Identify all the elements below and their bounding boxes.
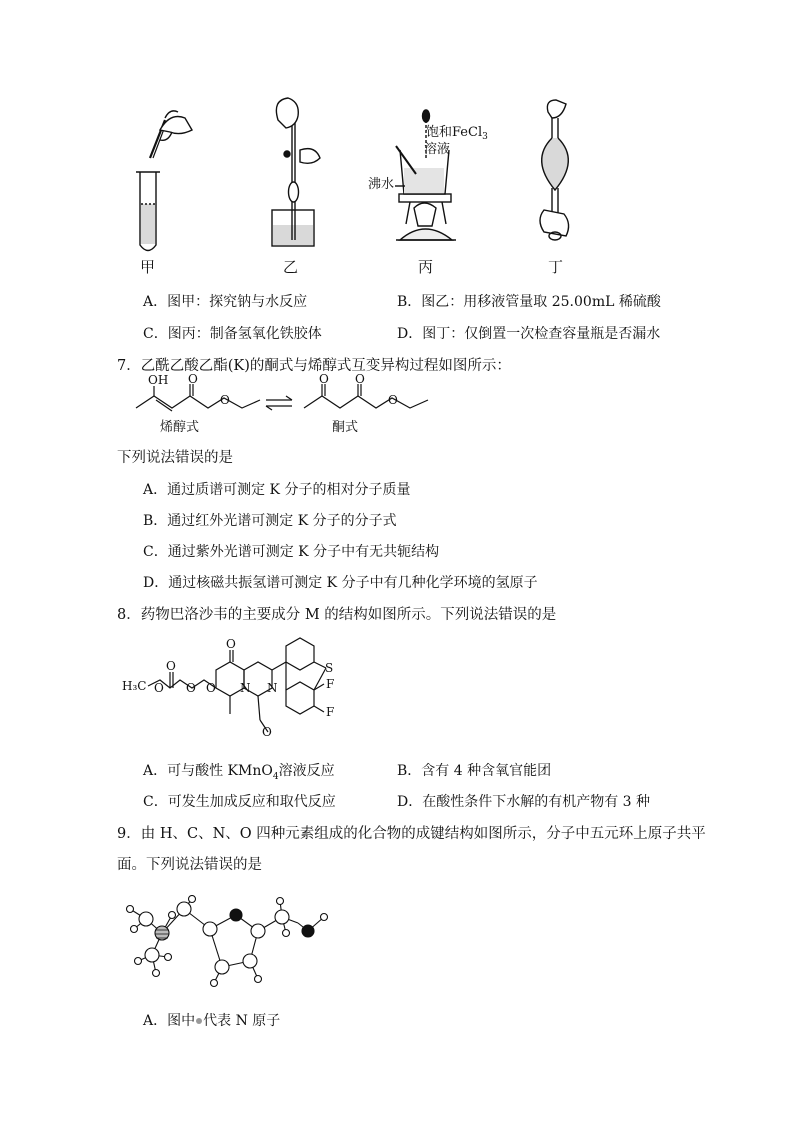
q8-o-5: O [226,637,236,651]
keto-carbonyl-o2: O [355,374,365,386]
q8-option-d: D．在酸性条件下水解的有机产物有 3 种 [397,794,651,810]
bing-water-label: 沸水 [368,177,395,192]
q7-option-a: A．通过质谱可测定 K 分子的相对分子质量 [143,482,411,498]
q9-stem-line2: 面。下列说法错误的是 [117,857,262,873]
q8-o-3: O [186,681,196,695]
q9-option-a-post: 代表 N 原子 [203,1013,281,1029]
enol-oh-label: OH [148,374,169,387]
q9-ball-stick-model [118,895,338,995]
q7-option-c: C．通过紫外光谱可测定 K 分子中有无共轭结构 [143,544,440,560]
apparatus-figures [0,90,794,280]
q6-option-d: D．图丁：仅倒置一次检查容量瓶是否漏水 [397,326,661,342]
figure-label-bing: 丙 [418,258,434,276]
q8-methyl-label: H₃C [122,679,147,693]
bing-reagent-line2: 溶液 [424,142,451,157]
q7-option-b: B．通过红外光谱可测定 K 分子的分子式 [143,513,397,529]
q7-tautomer-diagram [120,374,440,438]
q8-structure-diagram [120,632,360,742]
q6-option-c: C．图丙：制备氢氧化铁胶体 [143,326,322,342]
q8-o-2: O [166,659,176,673]
q8-option-a-pre: A．可与酸性 KMnO [143,763,273,779]
enol-ester-o: O [220,393,230,407]
q8-n-2: N [267,681,278,695]
q8-option-b: B．含有 4 种含氧官能团 [397,763,552,779]
q8-option-a [143,760,335,782]
bing-reagent-sub: 3 [482,132,488,142]
figure-ding [540,100,569,240]
keto-form-label: 酮式 [332,420,359,435]
svg-text:饱和FeCl3 [426,124,488,142]
q8-o-1: O [154,681,164,695]
q7-prompt: 下列说法错误的是 [117,450,233,466]
q9-option-a [143,1010,280,1030]
bing-reagent-line1: 饱和FeCl [426,125,483,140]
q8-option-c: C．可发生加成反应和取代反应 [143,794,336,810]
q8-f-1: F [326,677,335,691]
q8-o-6: O [262,725,272,739]
q7-option-d: D．通过核磁共振氢谱可测定 K 分子中有几种化学环境的氢原子 [143,575,538,591]
keto-carbonyl-o1: O [319,374,329,386]
q8-s-label: S [325,661,334,675]
enol-form-label: 烯醇式 [160,420,200,435]
figure-yi [272,98,320,246]
q9-option-a-pre: A．图中 [143,1013,196,1029]
q8-o-4: O [206,681,216,695]
q8-f-2: F [326,705,335,719]
q6-option-a: A．图甲：探究钠与水反应 [143,294,308,310]
q8-n-1: N [240,681,251,695]
q8-stem: 8．药物巴洛沙韦的主要成分 M 的结构如图所示。下列说法错误的是 [117,607,557,623]
q8-option-a-sub: 4 [272,771,279,782]
figure-label-yi: 乙 [283,258,299,276]
keto-ester-o: O [388,393,398,407]
q9-stem-line1: 9．由 H、C、N、O 四种元素组成的化合物的成键结构如图所示，分子中五元环上原子共平 [117,826,706,842]
figure-label-ding: 丁 [548,258,564,276]
n-atom-marker-icon [196,1018,202,1024]
q6-option-b: B．图乙：用移液管量取 25.00mL 稀硫酸 [397,294,661,310]
q8-option-a-post: 溶液反应 [278,763,335,779]
q7-stem: 7．乙酰乙酸乙酯(K)的酮式与烯醇式互变异构过程如图所示： [117,358,511,374]
figure-label-jia: 甲 [140,258,156,276]
enol-carbonyl-o: O [188,374,198,386]
figure-jia [136,111,192,251]
